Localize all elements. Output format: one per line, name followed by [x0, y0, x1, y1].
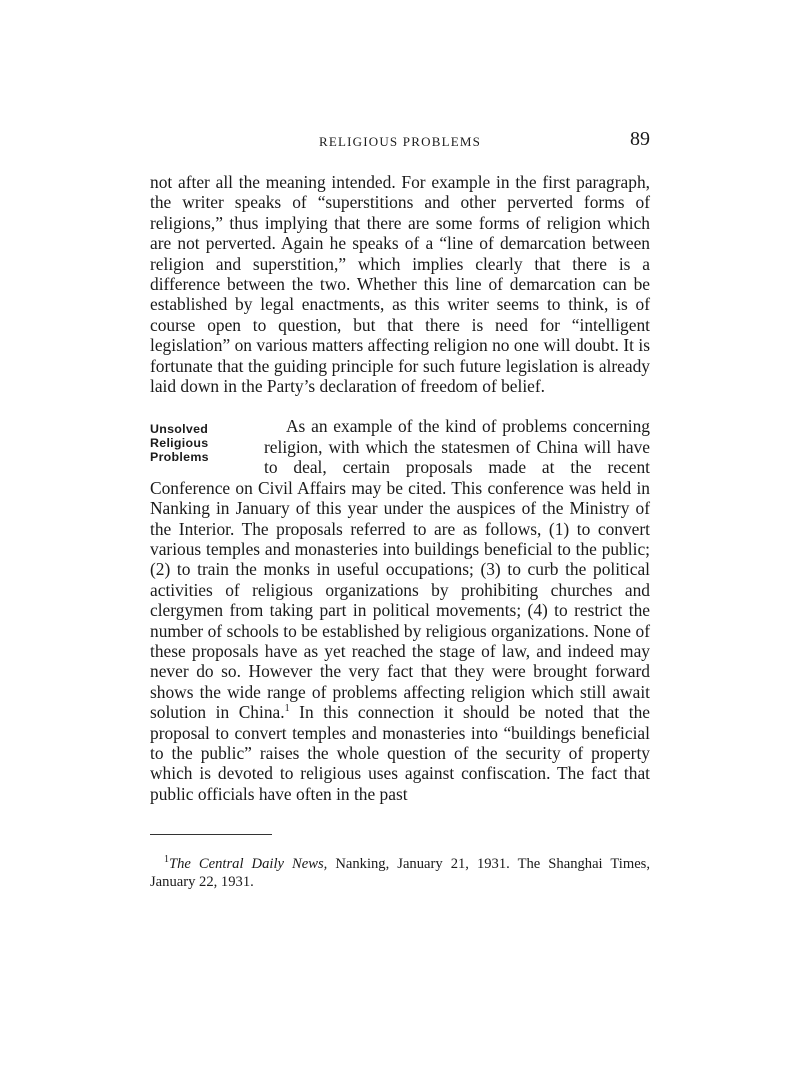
footnote-marker: 1 — [164, 854, 169, 866]
side-heading-line-1: Unsolved — [150, 422, 209, 437]
footnote — [150, 855, 650, 891]
paragraph-2-block — [150, 416, 650, 804]
footnote-reference: 1 — [284, 703, 290, 715]
footnote-publication: The Central Daily News, — [169, 856, 328, 873]
paragraph-2 — [150, 416, 650, 804]
book-page — [150, 128, 650, 906]
paragraph-1: not after all the meaning intended. For example in the first paragraph, the writer speaks of “superstitions and other perverted forms of religions,” thus implying that there are some forms of religion which are not perverted. Again he speaks of a “line of demarcation between religion and superstition,” which implies clearly that there is a difference between the two. Whether this line of demarcation can be established by legal enactments, as this writer seems to think, is of course open to question, but that there is need for “intelligent legislation” on various matters affecting religion no one will doubt. It is fortunate that the guiding principle for such future legislation is already laid down in the Party’s declaration of freedom of belief. — [150, 172, 650, 397]
paragraph-2-text: As an example of the kind of problems concerning religion, with which the statesmen of China will have to deal, certain proposals made at the recent Conference on Civil Affairs may be cited. This conference was held in Nanking in January of this year under the auspices of the Ministry of the Interior. The proposals referred to are as follows, (1) to convert various temples and monasteries into buildings beneficial to the public; (2) to train the monks in useful occupations; (3) to curb the political activities of religious organizations by prohibiting churches and clergymen from taking part in political movements; (4) to restrict the number of schools to be established by religious organizations. None of these proposals have as yet reached the stage of law, and indeed may never do so. However the very fact that they were brought forward shows the wide range of problems affecting religion which still await solution in China. — [150, 416, 650, 723]
running-title: RELIGIOUS PROBLEMS — [318, 134, 482, 149]
side-heading-line-3: Problems — [150, 450, 209, 465]
paragraph-2-tail: In this connection it should be noted that the proposal to convert temples and monasteries into “buildings beneficial to the public” raises the whole question of the security of property which is devoted to religious uses against confiscation. The fact that public officials have often in the past — [150, 702, 650, 804]
page-number: 89 — [630, 128, 650, 150]
side-heading — [150, 422, 250, 464]
footnote-divider — [150, 834, 272, 835]
side-heading-line-2: Religious — [150, 436, 209, 451]
footnote-text: Nanking, January 21, 1931. The Shanghai Times, January 22, 1931. — [150, 856, 650, 891]
page-header — [150, 128, 650, 158]
